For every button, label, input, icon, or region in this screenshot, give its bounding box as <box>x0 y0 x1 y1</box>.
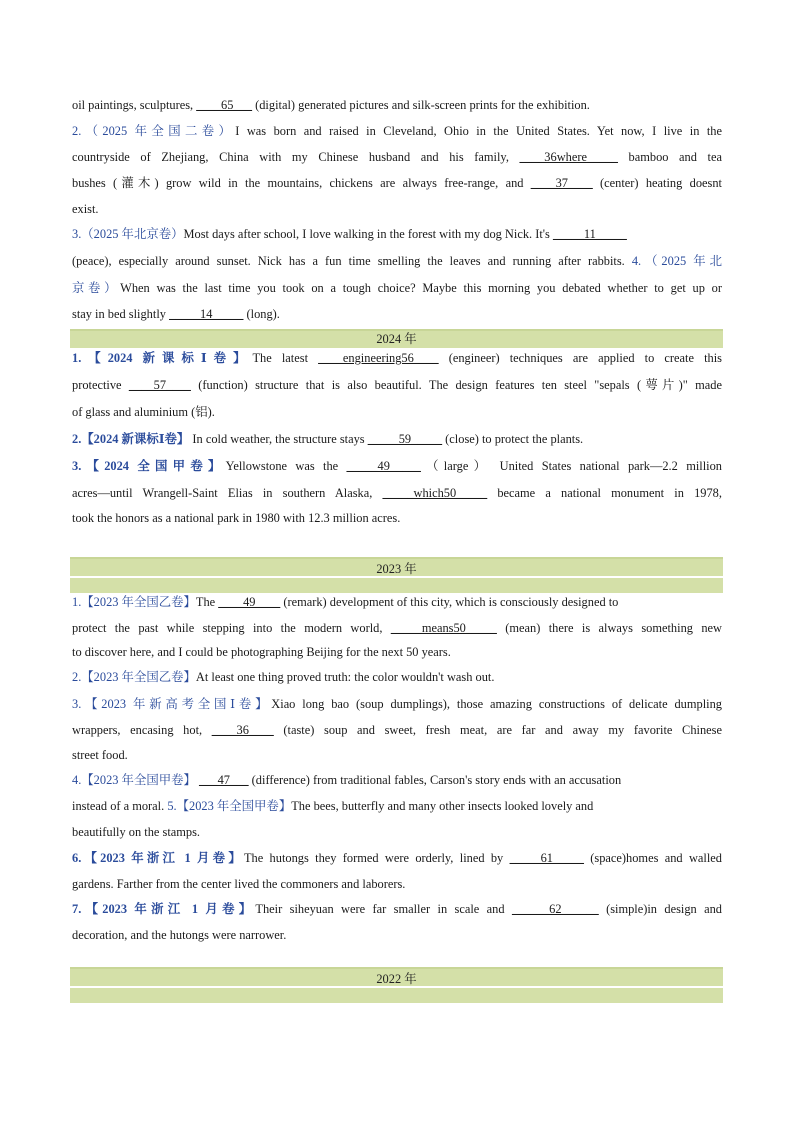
source-tag: 4.（2025 年北 <box>631 254 723 268</box>
q2025-3-line-1 <box>72 226 722 242</box>
answer-blank: ___47___ <box>199 773 249 787</box>
answer-blank: ______62______ <box>511 902 599 916</box>
source-tag: 京卷） <box>72 281 121 295</box>
source-tag: 7.【2023 年浙江 1 月卷】 <box>72 902 256 916</box>
q2023-7-line-1 <box>72 901 722 917</box>
text: At least one thing proved truth: the color wouldn't wash out. <box>195 670 495 684</box>
source-tag: 3.（2025 年北京卷） <box>72 227 184 241</box>
answer-blank: _____59_____ <box>367 432 443 446</box>
answer-blank: _____49_____ <box>346 459 421 473</box>
text: protective <box>72 378 129 392</box>
text: In cold weather, the structure stays <box>189 432 368 446</box>
q2023-1-line-3 <box>72 644 722 660</box>
q2024-1-line-3 <box>72 404 722 420</box>
q2025-2-line-3 <box>72 175 722 191</box>
text: of glass and aluminium (铝). <box>72 405 215 419</box>
text: street food. <box>72 748 128 762</box>
q2024-1-line-1 <box>72 350 722 366</box>
q2025-3-line-2 <box>72 253 722 269</box>
source-tag: 2.【2024 新课标Ⅰ卷】 <box>72 432 190 446</box>
text: (remark) development of this city, which is consciously designed to <box>280 595 619 609</box>
section-heading-2023 <box>70 557 723 593</box>
text: When was the last time you took on a tough choice? Maybe this morning you debated whether to get up or <box>120 281 722 295</box>
answer-blank: ____57____ <box>128 378 191 392</box>
source-tag: 2.【2023 年全国乙卷】 <box>72 670 196 684</box>
q2025-2-line-1 <box>72 123 722 139</box>
q2023-3-line-2 <box>72 722 722 738</box>
q2023-6-line-2 <box>72 876 722 892</box>
section-heading-2024 <box>70 329 723 348</box>
answer-blank: _____11_____ <box>552 227 627 241</box>
text: The latest <box>252 351 319 365</box>
text: acres—until Wrangell-Saint Elias in southern Alaska, <box>72 486 383 500</box>
text: wrappers, encasing hot, <box>72 723 212 737</box>
answer-blank: _____14_____ <box>169 307 244 321</box>
text: (taste) soup and sweet, fresh meat, are far and away my favorite Chinese <box>273 723 722 737</box>
q-digital-line-1 <box>72 97 722 113</box>
q2025-2-line-4 <box>72 201 722 217</box>
q2025-2-line-2 <box>72 149 722 165</box>
text: Most days after school, I love walking in the forest with my dog Nick. It's <box>183 227 553 241</box>
text: Yellowstone was the <box>225 459 347 473</box>
text: (peace), especially around sunset. Nick has a fun time smelling the leaves and running after rabbits. <box>72 254 632 268</box>
q2023-4-line-2 <box>72 798 722 814</box>
text: oil paintings, sculptures, <box>72 98 197 112</box>
q2023-3-line-1 <box>72 696 722 712</box>
answer-blank: ____37____ <box>530 176 593 190</box>
text: countryside of Zhejiang, China with my Chinese husband and his family, <box>72 150 520 164</box>
section-title: 2024 年 <box>376 332 417 346</box>
section-heading-2022 <box>70 967 723 1003</box>
text: （large） United States national park—2.2 million <box>420 459 722 473</box>
q2024-3-line-3 <box>72 510 722 526</box>
answer-blank: ____36____ <box>211 723 274 737</box>
answer-blank: _____61_____ <box>509 851 584 865</box>
text: gardens. Farther from the center lived the commoners and laborers. <box>72 877 406 891</box>
text: (digital) generated pictures and silk-screen prints for the exhibition. <box>252 98 590 112</box>
text: (engineer) techniques are applied to create this <box>438 351 723 365</box>
answer-blank: ____36where_____ <box>519 150 618 164</box>
q2023-2-line-1 <box>72 669 722 685</box>
heading-divider <box>70 986 723 988</box>
q2024-3-line-2 <box>72 485 722 501</box>
source-tag: 4.【2023 年全国甲卷】 <box>72 773 196 787</box>
text: beautifully on the stamps. <box>72 825 201 839</box>
text: to discover here, and I could be photographing Beijing for the next 50 years. <box>72 645 451 659</box>
heading-divider <box>70 576 723 578</box>
text: bamboo and tea <box>617 150 722 164</box>
text: The hutongs they formed were orderly, lined by <box>243 851 510 865</box>
answer-blank: ____engineering56____ <box>318 351 439 365</box>
text: stay in bed slightly <box>72 307 170 321</box>
text: (difference) from traditional fables, Carson's story ends with an accusation <box>248 773 622 787</box>
q2023-6-line-1 <box>72 850 722 866</box>
text: exist. <box>72 202 99 216</box>
text: became a national monument in 1978, <box>487 486 722 500</box>
text: I was born and raised in Cleveland, Ohio in the United States. Yet now, I live in the <box>235 124 722 138</box>
q2023-7-line-2 <box>72 927 722 943</box>
answer-blank: ____65___ <box>196 98 253 112</box>
text: The <box>195 595 219 609</box>
text: (center) heating doesnt <box>592 176 722 190</box>
text: (function) structure that is also beautiful. The design features ten steel "sepals (萼片)" made <box>190 378 722 392</box>
text: (space)homes and walled <box>583 851 722 865</box>
answer-blank: ____49____ <box>218 595 281 609</box>
q2025-4-line-1 <box>72 280 722 296</box>
q2023-1-line-2 <box>72 620 722 636</box>
text: (long). <box>243 307 280 321</box>
answer-blank: _____which50_____ <box>382 486 488 500</box>
q2023-5-line-2 <box>72 824 722 840</box>
text: protect the past while stepping into the modern world, <box>72 621 391 635</box>
q2024-1-line-2 <box>72 377 722 393</box>
q2023-4-line-1 <box>72 772 722 788</box>
text: (simple)in design and <box>598 902 723 916</box>
text: bushes (灌木) grow wild in the mountains, chickens are always free-range, and <box>72 176 531 190</box>
q2023-3-line-3 <box>72 747 722 763</box>
source-tag: 3.【2024 全国甲卷】 <box>72 459 226 473</box>
section-title: 2023 年 <box>376 562 417 576</box>
q2023-1-line-1 <box>72 594 722 610</box>
section-title: 2022 年 <box>376 972 417 986</box>
text: decoration, and the hutongs were narrower. <box>72 928 287 942</box>
source-tag: 1.【2023 年全国乙卷】 <box>72 595 196 609</box>
source-tag: 5.【2023 年全国甲卷】 <box>167 799 292 813</box>
text: (mean) there is always something new <box>496 621 722 635</box>
q2025-4-line-2 <box>72 306 722 322</box>
source-tag: 3.【2023 年新高考全国Ⅰ卷】 <box>72 697 272 711</box>
q2024-2-line-1 <box>72 431 722 447</box>
q2024-3-line-1 <box>72 458 722 474</box>
text: Their siheyuan were far smaller in scale and <box>255 902 512 916</box>
text: Xiao long bao (soup dumplings), those amazing constructions of delicate dumpling <box>271 697 722 711</box>
text: The bees, butterfly and many other insects looked lovely and <box>291 799 594 813</box>
text: instead of a moral. <box>72 799 168 813</box>
source-tag: 2.（2025 年全国二卷） <box>72 124 236 138</box>
source-tag: 6.【2023 年浙江 1 月卷】 <box>72 851 244 865</box>
answer-blank: _____means50_____ <box>390 621 497 635</box>
text: took the honors as a national park in 1980 with 12.3 million acres. <box>72 511 401 525</box>
source-tag: 1.【2024 新课标Ⅰ卷】 <box>72 351 253 365</box>
text: (close) to protect the plants. <box>442 432 584 446</box>
